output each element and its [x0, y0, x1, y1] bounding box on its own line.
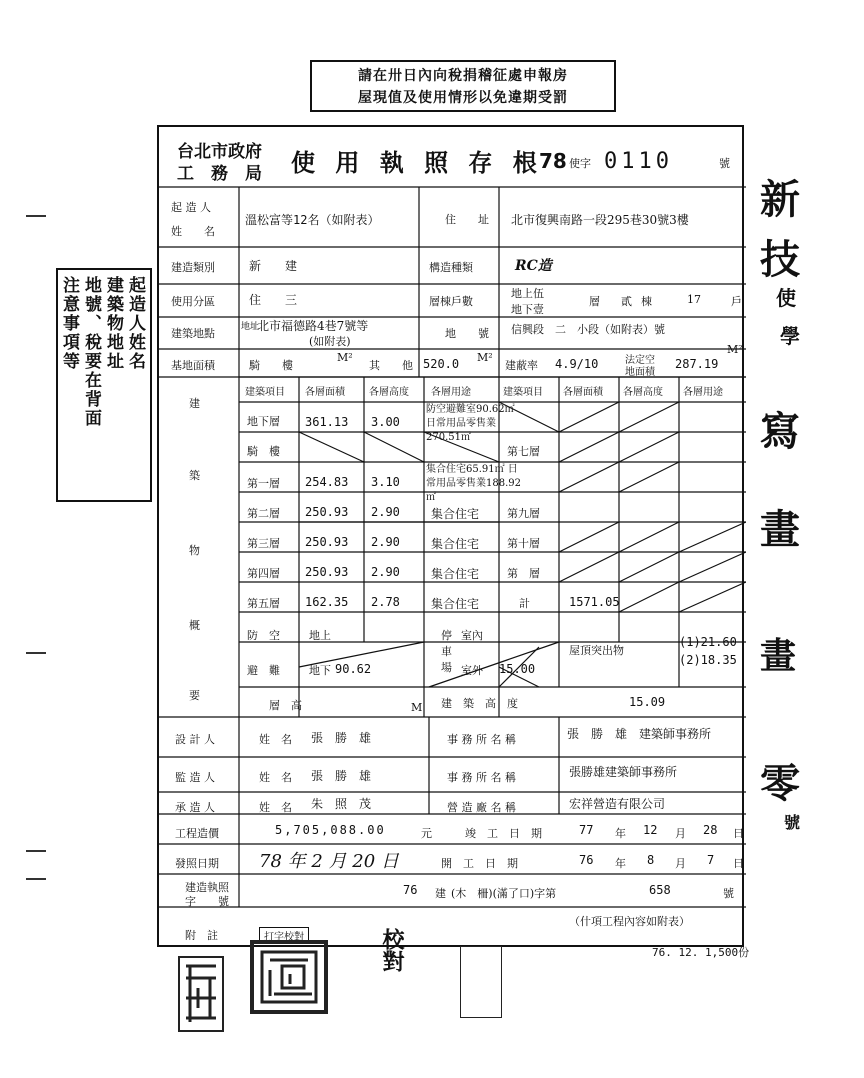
row-nf-label: 第 層	[507, 567, 540, 580]
side-char-d: 概	[189, 619, 200, 632]
floors-below: 地下壹	[511, 303, 544, 316]
zone-label: 使用分區	[171, 295, 215, 308]
owner-label-1: 起 造 人	[171, 201, 211, 214]
owner-value: 溫松富等12名（如附表）	[245, 213, 380, 227]
contractor-name: 朱 照 茂	[311, 797, 372, 811]
supervisor-office-label: 事 務 所 名 稱	[447, 771, 516, 784]
margin-char-1: 新	[760, 176, 800, 223]
supervisor-office: 張勝雄建築師事務所	[569, 765, 678, 779]
site-value-attach: (如附表)	[309, 335, 351, 348]
row-total-area: 1571.05	[569, 595, 620, 609]
parking-char-1: 停	[441, 629, 452, 642]
permit-jian: 建	[435, 887, 446, 900]
row-4f-area: 250.93	[305, 565, 349, 579]
floors-dong: 棟	[641, 295, 652, 308]
zone-value: 住 三	[249, 293, 298, 307]
cost-value: 5,705,088.00	[275, 823, 386, 837]
side-notice-box	[56, 268, 152, 502]
head-item-left: 建築項目	[245, 387, 285, 398]
designer-name-label: 姓 名	[259, 733, 292, 746]
row-2f-use: 集合住宅	[431, 507, 480, 521]
floor-height-unit: M	[411, 701, 423, 714]
area-label: 基地面積	[171, 359, 215, 372]
done-nian: 年	[615, 827, 626, 840]
row-total-label: 計	[519, 597, 530, 610]
roof-label: 屋頂突出物	[569, 644, 624, 657]
start-label: 開 工 日 期	[441, 857, 518, 870]
supervisor-name: 張 勝 雄	[311, 769, 372, 783]
issue-value: 78 年 2 月 20 日	[259, 851, 399, 872]
side-col-4: 注意事項等	[59, 276, 79, 371]
floors-building-count: 貳	[621, 295, 632, 308]
ratio-value: 4.9/10	[555, 357, 599, 371]
row-1f-area: 254.83	[305, 475, 349, 489]
site-label: 建築地點	[171, 327, 215, 340]
bureau-name: 工 務 局	[177, 164, 262, 184]
open-label-1: 法定空	[625, 355, 655, 366]
permit-number: 658	[649, 883, 671, 897]
designer-label: 設 計 人	[175, 733, 215, 746]
margin-char-9: 號	[784, 813, 801, 832]
margin-char-7: 畫	[760, 635, 797, 677]
start-month: 8	[647, 853, 655, 867]
head-height-right: 各層高度	[623, 387, 663, 398]
seal-stamp-3	[460, 946, 502, 1018]
remark-label: 附 註	[185, 929, 218, 942]
row-2f-area: 250.93	[305, 505, 349, 519]
seal-pattern-2	[254, 944, 324, 1010]
done-label: 竣 工 日 期	[465, 827, 542, 840]
head-use-left: 各層用途	[431, 387, 471, 398]
start-nian: 年	[615, 857, 626, 870]
building-height-value: 15.09	[629, 695, 666, 709]
print-footer: 76. 12. 1,500份	[652, 946, 750, 959]
row-7f-label: 第七層	[507, 445, 540, 458]
row-arcade-label: 騎 樓	[247, 445, 280, 458]
row-1f-use: 集合住宅65.91㎡ 日常用品零售業188.92㎡	[426, 464, 521, 503]
building-height-label: 建 築 高 度	[441, 697, 518, 710]
notice-line-2: 屋現值及使用情形以免違期受罰	[358, 90, 568, 106]
open-label-2: 地面積	[625, 367, 655, 378]
row-basement-height: 3.00	[371, 415, 400, 429]
license-form	[157, 125, 744, 947]
row-2f-height: 2.90	[371, 505, 400, 519]
parking-outdoor: 室外	[461, 664, 483, 677]
row-5f-label: 第五層	[247, 597, 280, 610]
floors-unit-count: 17	[687, 293, 701, 306]
roof-value-2: (2)18.35	[679, 653, 737, 667]
margin-mark	[26, 652, 46, 654]
struct-label: 構造種類	[429, 261, 473, 274]
permit-district: (木 柵)(滿了口)字第	[451, 887, 557, 900]
other-label: 其 他	[369, 359, 413, 372]
row-1f-height: 3.10	[371, 475, 400, 489]
ratio-label: 建蔽率	[505, 359, 538, 372]
open-value: 287.19	[675, 357, 719, 371]
head-use-right: 各層用途	[683, 387, 723, 398]
start-day: 7	[707, 853, 715, 867]
row-basement-area: 361.13	[305, 415, 349, 429]
row-4f-use: 集合住宅	[431, 567, 480, 581]
side-char-c: 物	[189, 544, 200, 557]
supervisor-name-label: 姓 名	[259, 771, 292, 784]
done-ri: 日	[733, 827, 744, 840]
shelter-label-2: 避 難	[247, 664, 280, 677]
lot-value: 信興段 二 小段（如附表）號	[511, 323, 665, 336]
side-char-e: 要	[189, 689, 200, 702]
parking-outdoor-value: 15.00	[499, 662, 536, 676]
side-char-a: 建	[189, 397, 200, 410]
contractor-firm-label: 營 造 廠 名 稱	[447, 801, 516, 814]
permit-year: 76	[403, 883, 418, 897]
row-5f-height: 2.78	[371, 595, 400, 609]
row-5f-use: 集合住宅	[431, 597, 480, 611]
roof-value-1: (1)21.60	[679, 635, 737, 649]
shelter-below: 地下	[309, 664, 331, 677]
shelter-above: 地上	[309, 629, 331, 642]
parking-char-3: 場	[441, 661, 452, 674]
margin-char-3: 使	[776, 286, 796, 310]
site-value: 北市福德路4巷7號等	[257, 319, 369, 333]
head-area-left: 各層面積	[305, 387, 345, 398]
struct-value: RC造	[515, 258, 552, 274]
start-yue: 月	[675, 857, 686, 870]
seal-stamp-1	[178, 956, 224, 1032]
parking-indoor: 室內	[461, 629, 483, 642]
side-col-1: 起造人姓名	[125, 276, 145, 371]
row-4f-label: 第四層	[247, 567, 280, 580]
side-col-3: 地號、稅要在背面	[81, 276, 101, 428]
row-3f-use: 集合住宅	[431, 537, 480, 551]
floor-height-label: 層 高	[269, 699, 302, 712]
seal-pattern-1	[180, 958, 222, 1030]
margin-char-6: 畫	[760, 506, 800, 553]
contractor-firm: 宏祥營造有限公司	[569, 797, 666, 811]
gov-name: 台北市政府	[177, 142, 262, 162]
area-unit-2: M²	[477, 351, 493, 364]
margin-mark	[26, 850, 46, 852]
permit-label-2: 字 號	[185, 895, 229, 908]
shelter-label-1: 防 空	[247, 629, 280, 642]
row-3f-label: 第三層	[247, 537, 280, 550]
row-5f-area: 162.35	[305, 595, 349, 609]
shelter-below-value: 90.62	[335, 662, 372, 676]
margin-mark	[26, 878, 46, 880]
license-word: 使字	[569, 157, 591, 170]
site-address-sub: 地址	[241, 322, 260, 332]
arcade-label: 騎 樓	[249, 359, 293, 372]
done-year: 77	[579, 823, 594, 837]
floors-label: 層棟戶數	[429, 295, 473, 308]
page-title: 使 用 執 照 存 根	[291, 148, 543, 177]
license-hao: 號	[719, 157, 730, 170]
cost-yuan: 元	[421, 827, 432, 840]
designer-name: 張 勝 雄	[311, 731, 372, 745]
proofread-stamp: 打字校對	[259, 927, 309, 944]
done-month: 12	[643, 823, 658, 837]
notice-line-1: 請在卅日內向稅捐稽征處申報房	[358, 68, 568, 84]
permit-label-1: 建造執照	[185, 881, 229, 894]
contractor-name-label: 姓 名	[259, 801, 292, 814]
head-item-right: 建築項目	[503, 387, 543, 398]
cost-label: 工程造價	[175, 827, 219, 840]
owner-address-label: 住 址	[445, 213, 489, 226]
start-year: 76	[579, 853, 594, 867]
margin-char-2: 技	[760, 236, 800, 283]
margin-char-4: 學	[780, 324, 800, 348]
contractor-label: 承 造 人	[175, 801, 215, 814]
row-3f-height: 2.90	[371, 535, 400, 549]
row-10f-label: 第十層	[507, 537, 540, 550]
designer-office: 張 勝 雄 建築師事務所	[567, 727, 712, 741]
done-day: 28	[703, 823, 718, 837]
area-unit-3: M²	[727, 343, 743, 356]
head-area-right: 各層面積	[563, 387, 603, 398]
permit-hao: 號	[723, 887, 734, 900]
license-number: 0110	[604, 149, 673, 174]
row-basement-label: 地下層	[247, 415, 280, 428]
head-height-left: 各層高度	[369, 387, 409, 398]
row-1f-label: 第一層	[247, 477, 280, 490]
side-col-2: 建築物地址	[103, 276, 123, 371]
start-ri: 日	[733, 857, 744, 870]
done-yue: 月	[675, 827, 686, 840]
floors-above: 地上伍	[511, 287, 544, 300]
owner-label-2: 姓 名	[171, 225, 215, 238]
seal-stamp-2	[250, 940, 328, 1014]
row-2f-label: 第二層	[247, 507, 280, 520]
row-4f-height: 2.90	[371, 565, 400, 579]
parking-char-2: 車	[441, 645, 452, 658]
build-type-label: 建造類別	[171, 261, 215, 274]
designer-office-label: 事 務 所 名 稱	[447, 733, 516, 746]
side-char-b: 築	[189, 469, 200, 482]
floors-hu: 戶	[731, 295, 742, 308]
row-3f-area: 250.93	[305, 535, 349, 549]
area-unit-1: M²	[337, 351, 353, 364]
remark-note: （什項工程內容如附表）	[569, 915, 690, 928]
other-value: 520.0	[423, 357, 460, 371]
lot-label: 地 號	[445, 327, 489, 340]
margin-char-5: 寫	[760, 408, 800, 455]
row-9f-label: 第九層	[507, 507, 540, 520]
margin-char-8: 零	[760, 760, 800, 807]
license-year: 78	[539, 149, 567, 173]
owner-address-value: 北市復興南路一段295巷30號3樓	[511, 213, 689, 227]
margin-mark	[26, 215, 46, 217]
handwritten-stamp: 校對	[379, 928, 405, 972]
row-basement-use: 防空避難室90.62㎡ 日常用品零售業270.51㎡	[426, 404, 515, 443]
notice-box	[310, 60, 616, 112]
floors-ceng: 層	[589, 295, 600, 308]
issue-label: 發照日期	[175, 857, 219, 870]
build-type-value: 新 建	[249, 259, 298, 273]
supervisor-label: 監 造 人	[175, 771, 215, 784]
